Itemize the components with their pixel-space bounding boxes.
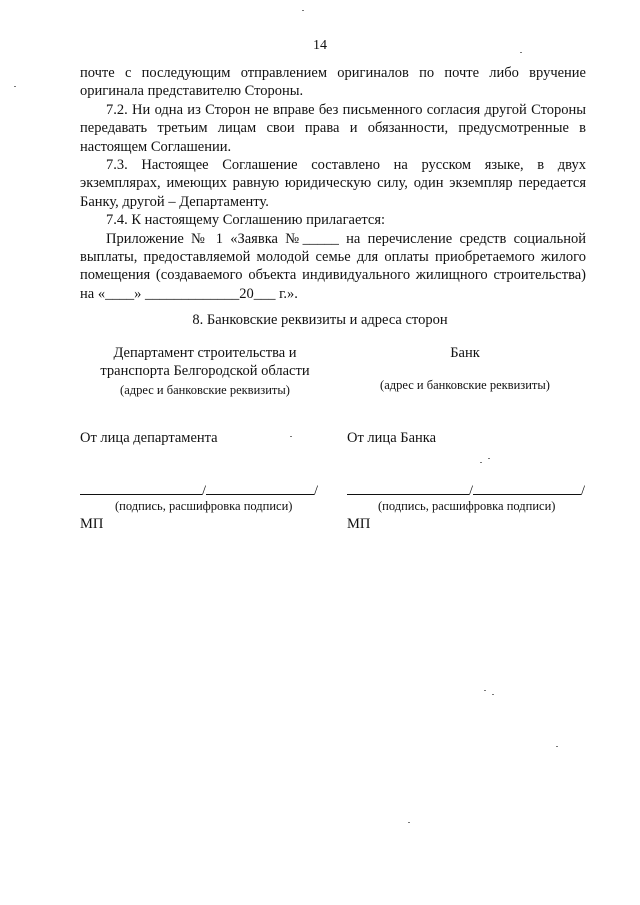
department-details-note: (адрес и банковские реквизиты)	[120, 382, 290, 397]
scan-speck	[556, 746, 558, 747]
scan-speck	[488, 458, 490, 459]
scan-speck	[14, 86, 16, 87]
signature-blank	[80, 480, 202, 495]
page-number: 14	[313, 38, 327, 53]
department-signature-caption: (подпись, расшифровка подписи)	[115, 499, 293, 513]
paragraph-appendix: Приложение № 1 «Заявка №_____ на перечисление средств социальной выплаты, предоставляемой молодой семье для оплаты приобретаемого жилого помещения (создаваемого объекта индивидуального жилищного строительства) на «____» _____________20___ г.».	[80, 230, 586, 302]
bank-name: Банк	[450, 345, 480, 361]
department-signature-line	[80, 480, 318, 500]
paragraph-7-3: 7.3. Настоящее Соглашение составлено на русском языке, в двух экземплярах, имеющих равную юридическую силу, один экземпляр передается Банку, другой – Департаменту.	[80, 157, 586, 210]
signature-slash: /	[202, 483, 207, 499]
department-name-line1: Департамент строительства и	[113, 345, 297, 361]
paragraph-7-2: 7.2. Ни одна из Сторон не вправе без письменного согласия другой Стороны передавать третьим лицам свои права и обязанности, предусмотренные в настоящем Соглашении.	[80, 101, 586, 155]
name-blank	[473, 480, 581, 495]
bank-details-note: (адрес и банковские реквизиты)	[380, 378, 550, 393]
department-name-line2: транспорта Белгородской области	[100, 363, 310, 380]
signature-blank	[347, 480, 469, 495]
scan-speck	[302, 10, 304, 11]
scan-speck	[492, 694, 494, 695]
name-blank	[206, 480, 314, 495]
bank-signature-caption: (подпись, расшифровка подписи)	[378, 499, 556, 513]
scan-speck	[520, 52, 522, 53]
bank-on-behalf: От лица Банка	[347, 430, 437, 446]
scan-speck	[290, 436, 292, 437]
signature-slash-end: /	[581, 483, 586, 499]
department-stamp-label: МП	[80, 516, 104, 532]
scan-speck	[484, 690, 486, 691]
department-on-behalf: От лица департамента	[80, 430, 218, 446]
signature-slash: /	[469, 483, 474, 499]
bank-signature-line	[347, 480, 585, 500]
paragraph-continuation: почте с последующим отправлением оригиналов по почте либо вручение оригинала представителю Стороны.	[80, 65, 586, 100]
department-block	[80, 344, 330, 399]
scan-speck	[480, 462, 482, 463]
document-body	[80, 64, 586, 303]
paragraph-7-4: 7.4. К настоящему Соглашению прилагается:	[106, 212, 386, 229]
bank-stamp-label: МП	[347, 516, 371, 532]
section-heading: 8. Банковские реквизиты и адреса сторон	[192, 312, 448, 328]
signature-slash-end: /	[314, 483, 319, 499]
bank-block	[340, 344, 590, 395]
scan-speck	[408, 822, 410, 823]
